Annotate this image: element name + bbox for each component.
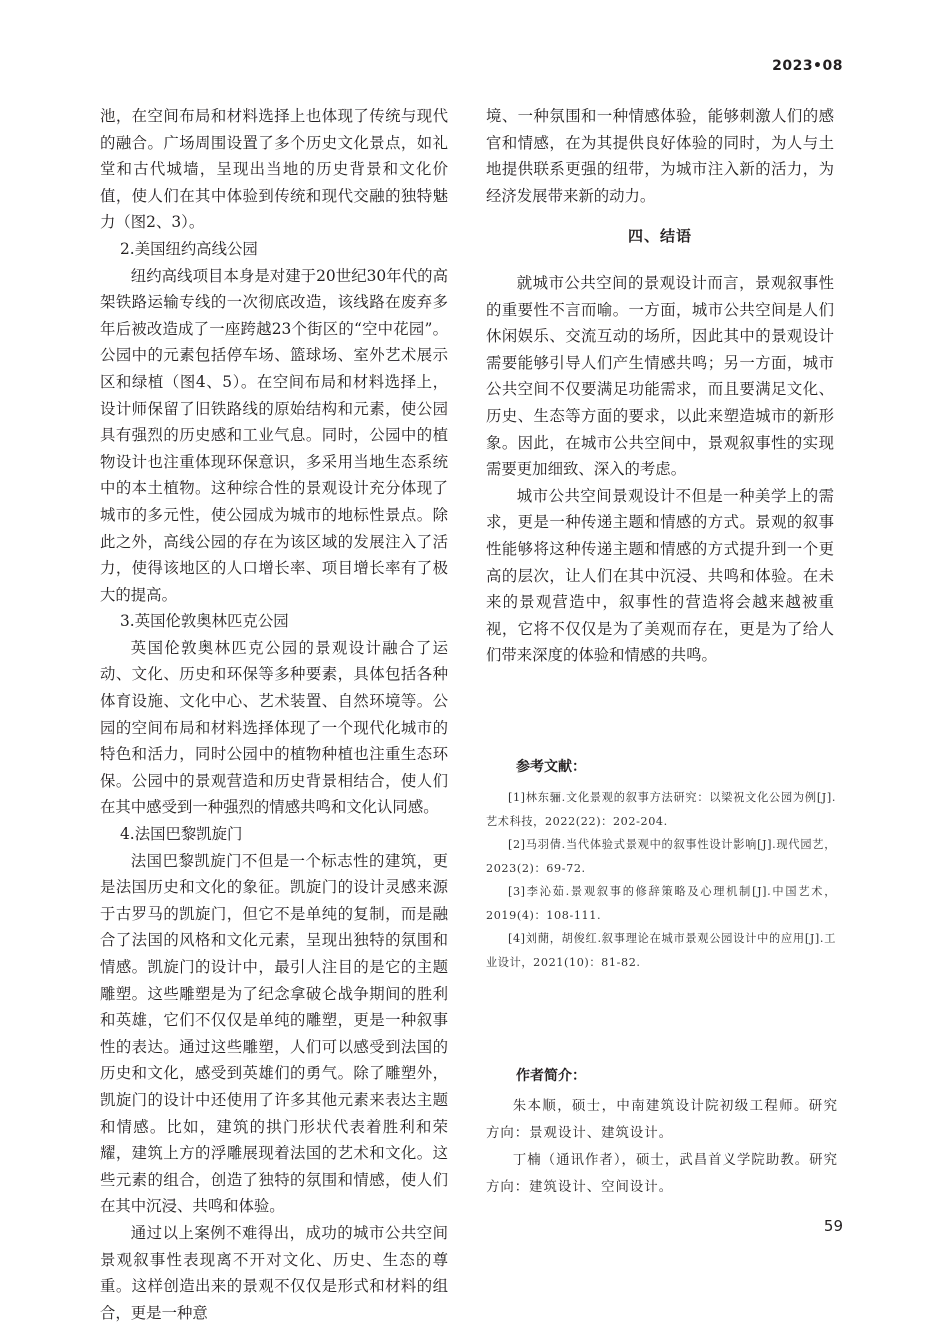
issue-number: 2023•08 xyxy=(772,58,843,74)
author-heading: 作者简介： xyxy=(516,1068,586,1084)
author-info xyxy=(486,1065,838,1201)
author-item: 丁楠（通讯作者），硕士，武昌首义学院助教。研究方向：建筑设计、空间设计。 xyxy=(486,1153,838,1195)
reference-item: [2]马羽倩.当代体验式景观中的叙事性设计影响[J].现代园艺，2023(2)：69-72. xyxy=(486,838,836,875)
subheading: 2.美国纽约高线公园 xyxy=(120,239,258,258)
references xyxy=(486,756,836,974)
reference-item: [4]刘蕑，胡俊红.叙事理论在城市景观公园设计中的应用[J].工业设计，2021(10)：81-82. xyxy=(486,932,836,969)
subheading: 3.英国伦敦奥林匹克公园 xyxy=(120,612,289,631)
paragraph: 纽约高线项目本身是对建于20世纪30年代的高架铁路运输专线的一次彻底改造，该线路在废弃多年后被改造成了一座跨越23个街区的“空中花园”。公园中的元素包括停车场、篮球场、室外艺术展示区和绿植（图4、5）。在空间布局和材料选择上，设计师保留了旧铁路线的原始结构和元素，使公园具有强烈的历史感和工业气息。同时，公园中的植物设计也注重体现环保意识，多采用当地生态系统中的本土植物。这种综合性的景观设计充分体现了城市的多元性，使公园成为城市的地标性景点。除此之外，高线公园的存在为该区域的发展注入了活力，使得该地区的人口增长率、项目增长率有了极大的提高。 xyxy=(100,266,448,604)
right-column xyxy=(486,103,834,669)
paragraph: 池，在空间布局和材料选择上也体现了传统与现代的融合。广场周围设置了多个历史文化景点，如礼堂和古代城墙，呈现出当地的历史背景和文化价值，使人们在其中体验到传统和现代交融的独特魅力（图2、3）。 xyxy=(100,107,448,232)
paragraph: 城市公共空间景观设计不但是一种美学上的需求，更是一种传递主题和情感的方式。景观的叙事性能够将这种传递主题和情感的方式提升到一个更高的层次，让人们在其中沉浸、共鸣和体验。在未来的景观营造中，叙事性的营造将会越来越被重视，它将不仅仅是为了美观而存在，更是为了给人们带来深度的体验和情感的共鸣。 xyxy=(486,486,834,665)
left-column xyxy=(100,103,448,1326)
section-title: 四、结语 xyxy=(627,227,692,246)
reference-item: [3]李沁茹.景观叙事的修辞策略及心理机制[J].中国艺术，2019(4)：108-111. xyxy=(486,885,836,922)
author-item: 朱本顺，硕士，中南建筑设计院初级工程师。研究方向：景观设计、建筑设计。 xyxy=(486,1099,838,1141)
paragraph: 法国巴黎凯旋门不但是一个标志性的建筑，更是法国历史和文化的象征。凯旋门的设计灵感来源于古罗马的凯旋门，但它不是单纯的复制，而是融合了法国的风格和文化元素，呈现出独特的氛围和情感。凯旋门的设计中，最引人注目的是它的主题雕塑。这些雕塑是为了纪念拿破仑战争期间的胜利和英雄，它们不仅仅是单纯的雕塑，更是一种叙事性的表达。通过这些雕塑，人们可以感受到法国的历史和文化，感受到英雄们的勇气。除了雕塑外，凯旋门的设计中还使用了许多其他元素来表达主题和情感。比如，建筑的拱门形状代表着胜利和荣耀，建筑上方的浮雕展现着法国的艺术和文化。这些元素的组合，创造了独特的氛围和情感，使人们在其中沉浸、共鸣和体验。 xyxy=(100,851,448,1216)
paragraph: 境、一种氛围和一种情感体验，能够刺激人们的感官和情感，在为其提供良好体验的同时，为人与土地提供联系更强的纽带，为城市注入新的活力，为经济发展带来新的动力。 xyxy=(486,107,834,205)
reference-item: [1]林东骊.文化景观的叙事方法研究：以梁祝文化公园为例[J].艺术科技，2022(22)：202-204. xyxy=(486,791,836,828)
paragraph: 通过以上案例不难得出，成功的城市公共空间景观叙事性表现离不开对文化、历史、生态的尊重。这样创造出来的景观不仅仅是形式和材料的组合，更是一种意 xyxy=(100,1223,448,1322)
page-number: 59 xyxy=(823,1217,843,1235)
paragraph: 就城市公共空间的景观设计而言，景观叙事性的重要性不言而喻。一方面，城市公共空间是人们休闲娱乐、交流互动的场所，因此其中的景观设计需要能够引导人们产生情感共鸣；另一方面，城市公共空间不仅要满足功能需求，而且要满足文化、历史、生态等方面的要求，以此来塑造城市的新形象。因此，在城市公共空间中，景观叙事性的实现需要更加细致、深入的考虑。 xyxy=(486,273,834,479)
paragraph: 英国伦敦奥林匹克公园的景观设计融合了运动、文化、历史和环保等多种要素，具体包括各种体育设施、文化中心、艺术装置、自然环境等。公园的空间布局和材料选择体现了一个现代化城市的特色和活力，同时公园中的植物种植也注重生态环保。公园中的景观营造和历史背景相结合，使人们在其中感受到一种强烈的情感共鸣和文化认同感。 xyxy=(100,638,448,817)
references-heading: 参考文献： xyxy=(516,759,586,775)
subheading: 4.法国巴黎凯旋门 xyxy=(120,825,243,844)
